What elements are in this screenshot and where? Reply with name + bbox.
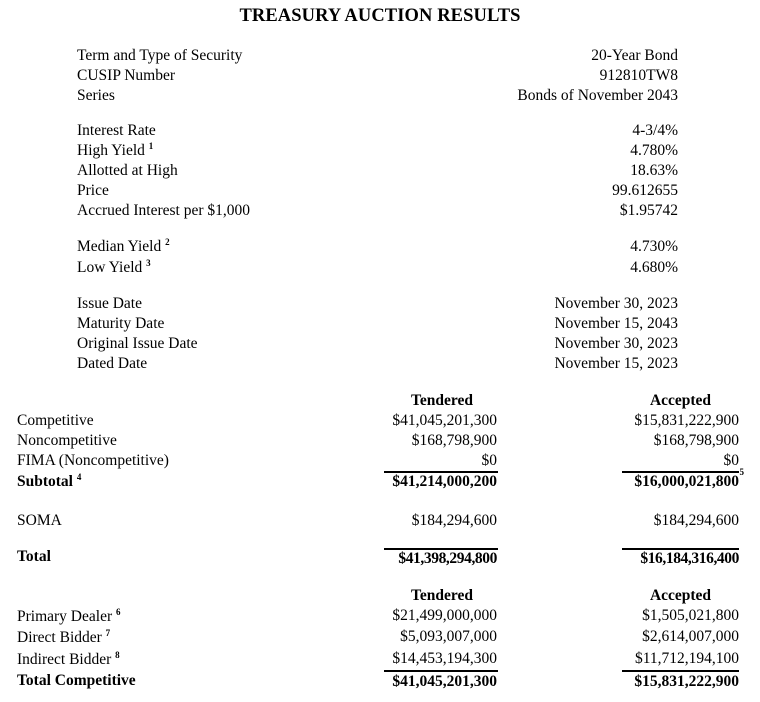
footnote-marker: 2: [165, 237, 170, 247]
info-label: Price: [77, 182, 109, 199]
info-label: Low Yield: [77, 259, 143, 276]
info-row-dated-date: [77, 354, 678, 374]
row-label-wrap: [17, 650, 120, 670]
info-label: Accrued Interest per $1,000: [77, 202, 251, 219]
info-value: $1.95742: [619, 202, 678, 219]
row-label: SOMA: [17, 512, 62, 529]
accepted-value-wrap: $16,000,021,800 5: [634, 467, 744, 490]
accepted-value: $16,184,316,400: [640, 550, 739, 567]
row-label: FIMA (Noncompetitive): [17, 452, 169, 469]
row-label: Primary Dealer: [17, 608, 113, 625]
column-header-tendered: Tendered: [410, 587, 473, 604]
tendered-value: $0: [481, 452, 497, 469]
info-label: Original Issue Date: [77, 335, 198, 352]
tendered-value: $168,798,900: [411, 432, 497, 449]
info-label: Median Yield: [77, 238, 162, 255]
info-value: November 15, 2043: [554, 315, 678, 332]
row-label-wrap: [17, 628, 110, 648]
info-value: 4.730%: [630, 238, 678, 255]
column-header-accepted: Accepted: [649, 392, 712, 409]
accepted-value: $1,505,021,800: [642, 607, 739, 624]
row-label-wrap: [17, 472, 81, 492]
info-value: November 30, 2023: [554, 295, 678, 312]
info-label: Maturity Date: [77, 315, 165, 332]
footnote-marker: 7: [105, 628, 111, 638]
info-row-issue-date: [77, 294, 678, 314]
info-label: CUSIP Number: [77, 67, 176, 84]
info-row-price: [77, 181, 678, 201]
info-row-allotted: [77, 161, 678, 181]
info-label: Term and Type of Security: [77, 47, 243, 64]
accepted-value: $16,000,021,800: [634, 473, 739, 490]
row-label: Subtotal: [17, 473, 73, 490]
tendered-value: $41,045,201,300: [392, 673, 497, 690]
document-title: TREASURY AUCTION RESULTS: [239, 6, 521, 26]
tendered-value: $14,453,194,300: [392, 650, 497, 667]
info-row-cusip: [77, 66, 678, 86]
footnote-marker: 6: [116, 607, 121, 617]
row-label: Direct Bidder: [17, 629, 102, 646]
tendered-value: $41,398,294,800: [398, 550, 497, 567]
accepted-value: $168,798,900: [653, 432, 739, 449]
info-value: 4.780%: [630, 142, 678, 159]
info-label: Series: [77, 87, 115, 104]
row-label: Total Competitive: [17, 672, 136, 689]
accepted-value: $15,831,222,900: [634, 673, 739, 690]
info-row-series: [77, 86, 678, 106]
accepted-value: $15,831,222,900: [634, 412, 739, 429]
footnote-marker: 1: [148, 141, 154, 151]
info-value: Bonds of November 2043: [517, 87, 678, 104]
info-value: 4.680%: [630, 259, 678, 276]
info-row-original-issue-date: [77, 334, 678, 354]
info-value: 912810TW8: [599, 67, 678, 84]
info-row-term: [77, 46, 678, 66]
footnote-marker: 3: [146, 258, 151, 268]
accepted-value: $11,712,194,100: [634, 650, 739, 667]
tendered-value: $21,499,000,000: [392, 607, 497, 624]
info-value: November 30, 2023: [554, 335, 678, 352]
info-value: 4-3/4%: [632, 122, 678, 139]
info-value: 99.612655: [612, 182, 678, 199]
column-header-tendered: Tendered: [410, 392, 473, 409]
info-label: Allotted at High: [77, 162, 178, 179]
footnote-marker: 8: [115, 650, 120, 660]
footnote-marker: 4: [76, 472, 82, 482]
accepted-value: $184,294,600: [653, 512, 739, 529]
info-label: Dated Date: [77, 355, 148, 372]
row-label: Competitive: [17, 412, 94, 429]
info-label: Issue Date: [77, 295, 142, 312]
info-value: 18.63%: [630, 162, 678, 179]
info-row-maturity-date: [77, 314, 678, 334]
row-label-wrap: [17, 607, 121, 627]
info-row-accrued-interest: [77, 201, 678, 221]
row-label: Noncompetitive: [17, 432, 117, 449]
info-label-wrap: [77, 258, 151, 278]
accepted-value: $2,614,007,000: [642, 628, 739, 645]
info-label-wrap: [77, 141, 153, 161]
info-row-high-yield: [77, 141, 678, 161]
tendered-value: $41,214,000,200: [392, 473, 497, 490]
info-row-median-yield: [77, 237, 678, 257]
accepted-value: $0: [723, 452, 739, 469]
tendered-value: $5,093,007,000: [400, 628, 497, 645]
info-row-interest-rate: [77, 121, 678, 141]
row-label: Indirect Bidder: [17, 651, 112, 668]
row-label: Total: [17, 548, 51, 565]
info-value: 20-Year Bond: [591, 47, 678, 64]
info-label-wrap: [77, 237, 170, 257]
info-value: November 15, 2023: [554, 355, 678, 372]
tendered-value: $41,045,201,300: [392, 412, 497, 429]
tendered-value: $184,294,600: [411, 512, 497, 529]
column-header-accepted: Accepted: [649, 587, 712, 604]
info-label: High Yield: [77, 142, 145, 159]
info-row-low-yield: [77, 258, 678, 278]
info-label: Interest Rate: [77, 122, 156, 139]
